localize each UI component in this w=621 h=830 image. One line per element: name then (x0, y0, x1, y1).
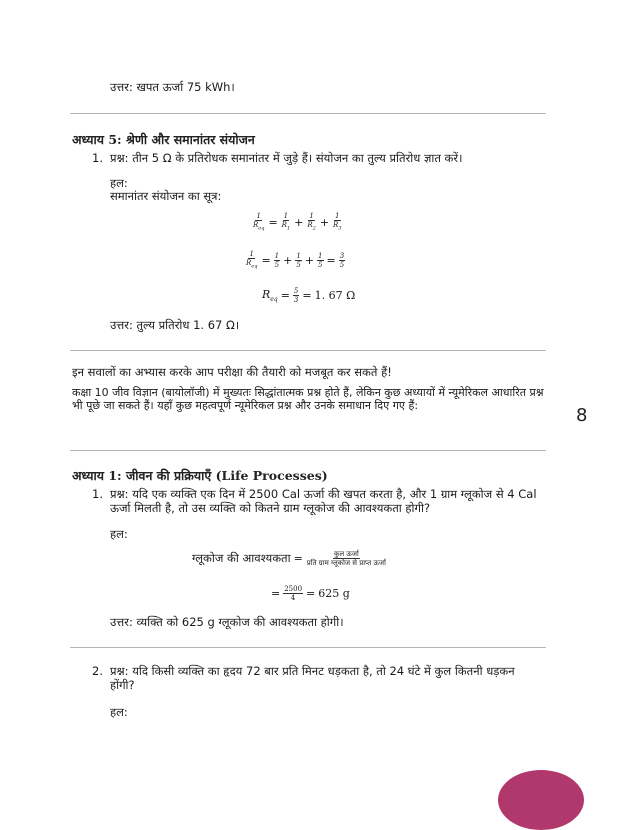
fraction: $\frac{1}{5}$ (274, 251, 280, 269)
fraction: $\frac{5}{3}$ (293, 287, 299, 304)
glucose-result-equation: = $\frac{2500}{4}$ = 625 g (271, 585, 350, 602)
answer: उत्तर: तुल्य प्रतिरोध 1. 67 Ω। (110, 318, 240, 332)
substitution-equation: $\frac{1}{R_{eq}}$ = $\frac{1}{5}$ + $\frac{1}{5}$ + $\frac{1}{5}$ = $\frac{3}{5}$ (246, 250, 345, 270)
question-number: 1. (92, 151, 103, 165)
fraction: $\frac{1}{R_3}$ (333, 212, 342, 232)
question-number: 2. (92, 664, 103, 678)
fraction: $\frac{\text{कुल ऊर्जा}}{\text{प्रति ग्राम ग्लूकोज से प्राप्त ऊर्जा}}$ (306, 550, 386, 567)
fraction: $\frac{1}{R_2}$ (307, 212, 316, 232)
previous-answer: उत्तर: खपत ऊर्जा 75 kWh। (110, 80, 235, 94)
question-text: प्रश्न: यदि एक व्यक्ति एक दिन में 2500 Cal ऊर्जा की खपत करता है, और 1 ग्राम ग्लूकोज से 4 Cal ऊर्जा मिलती है, तो उस व्यक्ति को कितने ग्राम ग्लूकोज की आवश्यकता होगी? (110, 487, 537, 515)
section-heading: अध्याय 1: जीवन की प्रक्रियाएँ (Life Processes) (72, 468, 328, 483)
formula-label: समानांतर संयोजन का सूत्र: (110, 189, 222, 203)
answer: उत्तर: व्यक्ति को 625 g ग्लूकोज की आवश्यकता होगी। (110, 615, 344, 629)
section-heading: अध्याय 5: श्रेणी और समानांतर संयोजन (72, 132, 255, 147)
intro-line: इन सवालों का अभ्यास करके आप परीक्षा की तैयारी को मजबूत कर सकते हैं! (72, 365, 392, 379)
result-equation: $R_{eq}$ = $\frac{5}{3}$ = 1. 67 Ω (262, 287, 356, 304)
solution-label: हल: (110, 705, 128, 719)
formula-equation: $\frac{1}{R_{eq}}$ = $\frac{1}{R_1}$ + $\frac{1}{R_2}$ + $\frac{1}{R_3}$ (253, 212, 342, 232)
solution-label: हल: (110, 527, 128, 541)
fraction: $\frac{1}{5}$ (318, 251, 323, 269)
question-text: प्रश्न: तीन 5 Ω के प्रतिरोधक समानांतर में जुड़े हैं। संयोजन का तुल्य प्रतिरोध ज्ञात करें। (110, 151, 463, 165)
fraction: $\frac{1}{R_{eq}}$ (246, 250, 258, 270)
fraction: $\frac{1}{R_{eq}}$ (253, 212, 265, 232)
divider (70, 350, 546, 351)
intro-paragraph: कक्षा 10 जीव विज्ञान (बायोलॉजी) में मुख्यतः सिद्धांतात्मक प्रश्न होते हैं, लेकिन कुछ अध्यायों में न्यूमेरिकल आधारित प्रश्न भी पूछे जा सकते हैं। यहाँ कुछ महत्वपूर्ण न्यूमेरिकल प्रश्न और उनके समाधान दिए गए हैं: (72, 386, 544, 412)
question-text: प्रश्न: यदि किसी व्यक्ति का हृदय 72 बार प्रति मिनट धड़कता है, तो 24 घंटे में कुल कितनी धड़कन होंगी? (110, 664, 515, 692)
divider (70, 647, 546, 648)
page-number: 8 (576, 405, 588, 426)
solution-label: हल: (110, 176, 128, 190)
decorative-circle (498, 770, 584, 830)
divider (70, 450, 546, 451)
fraction: $\frac{2500}{4}$ (284, 585, 303, 602)
divider (70, 113, 546, 114)
fraction: $\frac{1}{5}$ (296, 251, 301, 269)
fraction: $\frac{3}{5}$ (339, 251, 345, 269)
fraction: $\frac{1}{R_1}$ (281, 212, 291, 232)
glucose-equation: ग्लूकोज की आवश्यकता = $\frac{\text{कुल ऊर्जा}}{\text{प्रति ग्राम ग्लूकोज से प्राप्त ऊर्जा}}$ (192, 550, 386, 567)
question-number: 1. (92, 487, 103, 501)
